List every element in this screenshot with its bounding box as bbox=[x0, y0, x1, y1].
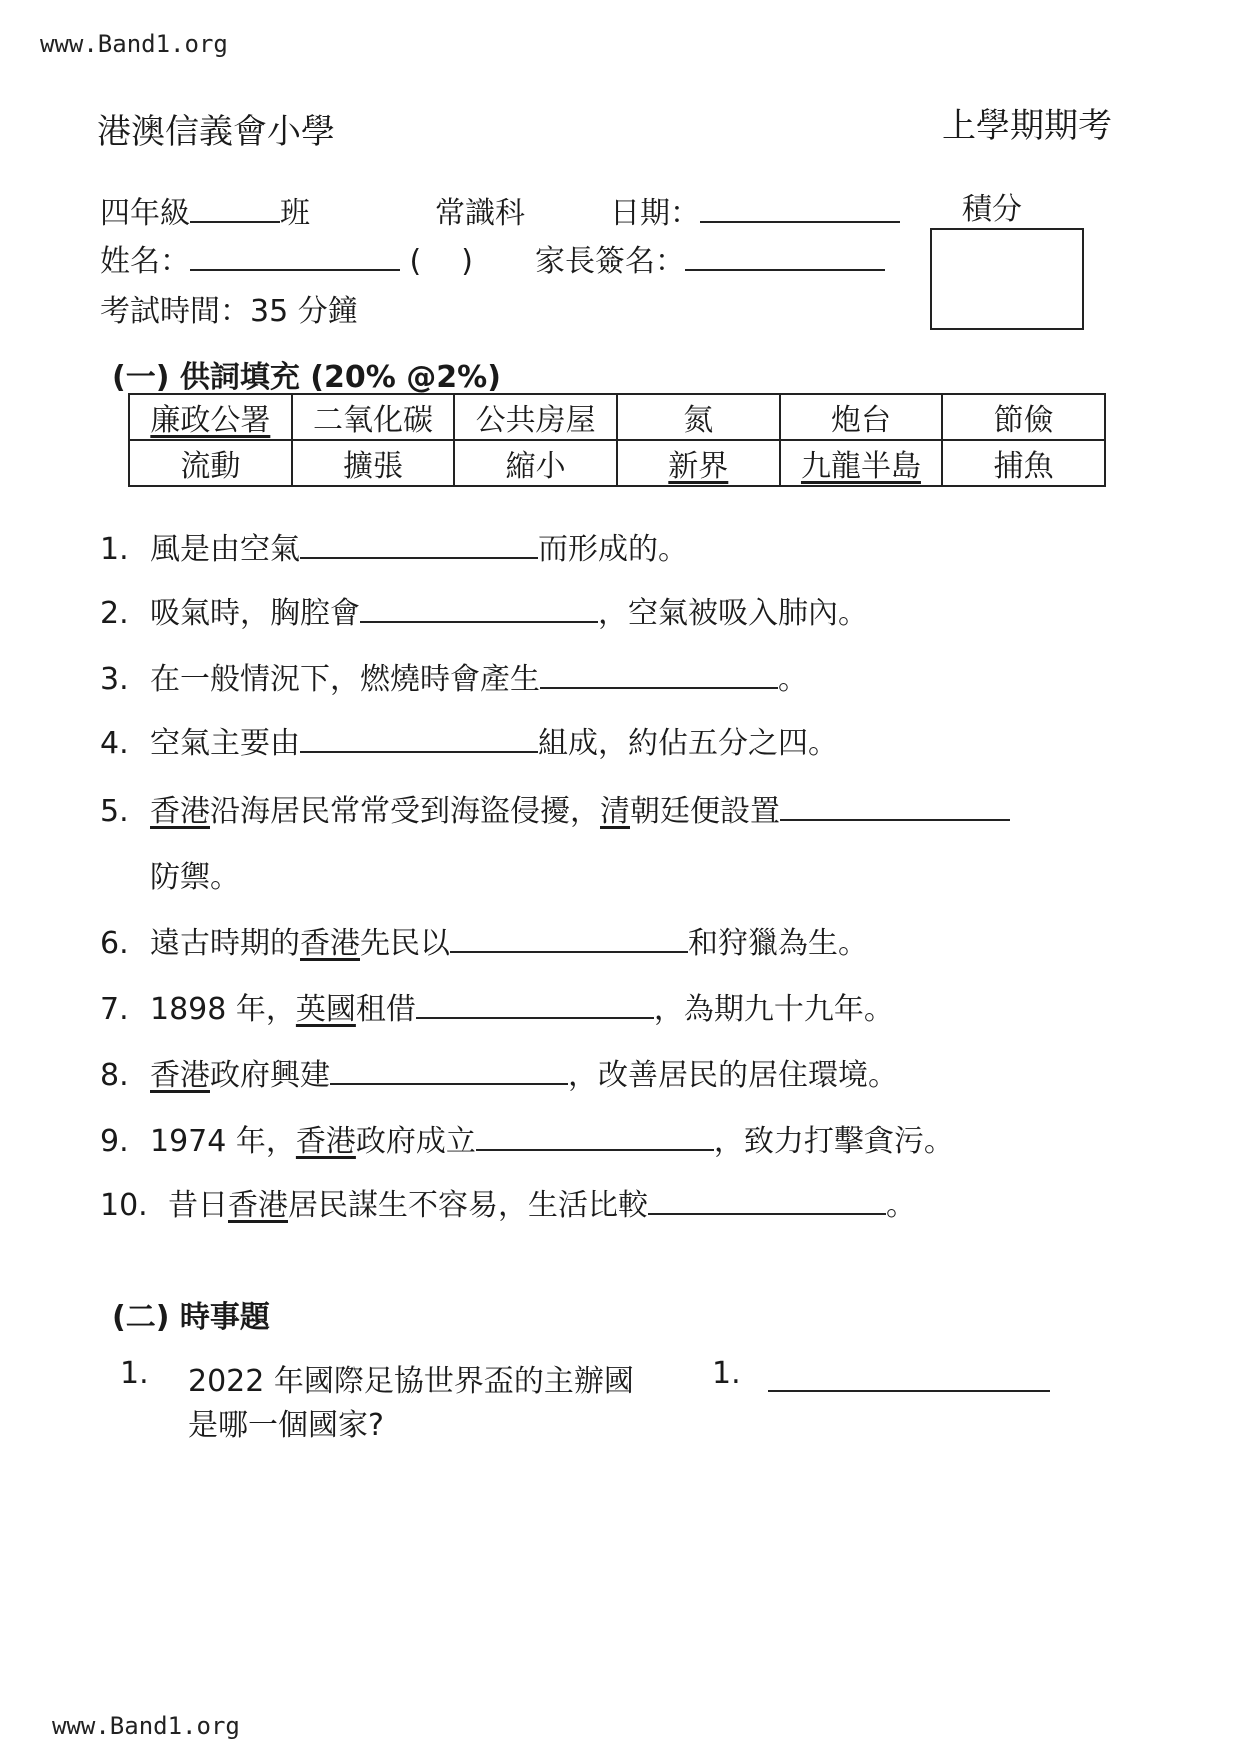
word-bank-row bbox=[129, 440, 1105, 486]
word-bank-table bbox=[128, 393, 1106, 487]
question-1: 1. 風是由空氣 而形成的。 bbox=[100, 532, 688, 567]
word-bank-cell: 捕魚 bbox=[942, 440, 1105, 486]
answer-blank-2[interactable] bbox=[360, 595, 598, 623]
word-bank-cell: 流動 bbox=[129, 440, 292, 486]
word-bank-cell: 九龍半島 bbox=[780, 440, 943, 486]
word-bank-cell: 廉政公署 bbox=[129, 394, 292, 440]
date-line bbox=[610, 188, 900, 232]
exam-title: 上學期期考 bbox=[942, 106, 1112, 146]
current-affairs-q1-number: 1. bbox=[120, 1356, 149, 1391]
paren-open: ( bbox=[409, 244, 422, 279]
word-bank-cell: 二氧化碳 bbox=[292, 394, 455, 440]
answer-blank-9[interactable] bbox=[476, 1123, 714, 1151]
word-bank-cell: 擴張 bbox=[292, 440, 455, 486]
question-10: 10. 昔日香港居民謀生不容易，生活比較 。 bbox=[100, 1188, 916, 1223]
name-line bbox=[100, 236, 473, 280]
current-affairs-q1-line1: 2022 年國際足協世界盃的主辦國 bbox=[188, 1364, 634, 1399]
question-9: 9. 1974 年，香港政府成立 ，致力打擊貪污。 bbox=[100, 1124, 954, 1159]
word-bank-cell: 公共房屋 bbox=[454, 394, 617, 440]
question-5: 5. 香港沿海居民常常受到海盜侵擾，清朝廷便設置 bbox=[100, 786, 1010, 830]
parent-signature-line bbox=[535, 236, 885, 280]
answer-blank-8[interactable] bbox=[330, 1057, 568, 1085]
score-label: 積分 bbox=[962, 192, 1022, 227]
score-box[interactable] bbox=[930, 228, 1084, 330]
watermark-bottom: www.Band1.org bbox=[52, 1712, 240, 1740]
word-bank-cell: 新界 bbox=[617, 440, 780, 486]
section2-title: (二) 時事題 bbox=[112, 1300, 270, 1335]
answer-blank-7[interactable] bbox=[416, 991, 654, 1019]
word-bank-cell: 縮小 bbox=[454, 440, 617, 486]
answer-number: 1. bbox=[712, 1356, 741, 1391]
paren-close: ) bbox=[461, 244, 473, 279]
question-5-continued: 防禦。 bbox=[150, 860, 240, 895]
grade-class-line bbox=[100, 188, 310, 232]
question-7: 7. 1898 年，英國租借 ，為期九十九年。 bbox=[100, 992, 894, 1027]
answer-blank-10[interactable] bbox=[648, 1187, 886, 1215]
grade-label: 四年級 bbox=[100, 196, 190, 231]
question-8: 8. 香港政府興建 ，改善居民的居住環境。 bbox=[100, 1058, 898, 1093]
current-affairs-q1-line2: 是哪一個國家? bbox=[188, 1408, 384, 1443]
section1-title: (一) 供詞填充 (20% @2%) bbox=[112, 360, 501, 395]
current-affairs-answer-blank[interactable] bbox=[768, 1390, 1050, 1392]
question-4: 4. 空氣主要由 組成，約佔五分之四。 bbox=[100, 726, 838, 761]
question-6: 6. 遠古時期的香港先民以 和狩獵為生。 bbox=[100, 926, 868, 961]
question-3: 3. 在一般情況下，燃燒時會產生 。 bbox=[100, 662, 808, 697]
class-label: 班 bbox=[280, 196, 310, 231]
date-blank[interactable] bbox=[700, 195, 900, 223]
class-blank[interactable] bbox=[190, 195, 280, 223]
watermark-top: www.Band1.org bbox=[40, 30, 228, 58]
answer-blank-5[interactable] bbox=[780, 793, 1010, 821]
name-blank[interactable] bbox=[190, 243, 400, 271]
exam-time: 考試時間：35 分鐘 bbox=[100, 294, 358, 329]
answer-blank-6[interactable] bbox=[450, 925, 688, 953]
school-name: 港澳信義會小學 bbox=[97, 112, 335, 152]
answer-blank-3[interactable] bbox=[540, 661, 778, 689]
subject: 常識科 bbox=[435, 196, 525, 231]
word-bank-row bbox=[129, 394, 1105, 440]
word-bank-cell: 節儉 bbox=[942, 394, 1105, 440]
date-label: 日期： bbox=[610, 196, 700, 231]
parent-signature-blank[interactable] bbox=[685, 243, 885, 271]
question-2: 2. 吸氣時，胸腔會 ，空氣被吸入肺內。 bbox=[100, 596, 868, 631]
word-bank-cell: 炮台 bbox=[780, 394, 943, 440]
parent-signature-label: 家長簽名： bbox=[535, 244, 685, 279]
word-bank-cell: 氮 bbox=[617, 394, 780, 440]
name-label: 姓名： bbox=[100, 244, 190, 279]
answer-blank-4[interactable] bbox=[300, 725, 538, 753]
answer-blank-1[interactable] bbox=[300, 531, 538, 559]
